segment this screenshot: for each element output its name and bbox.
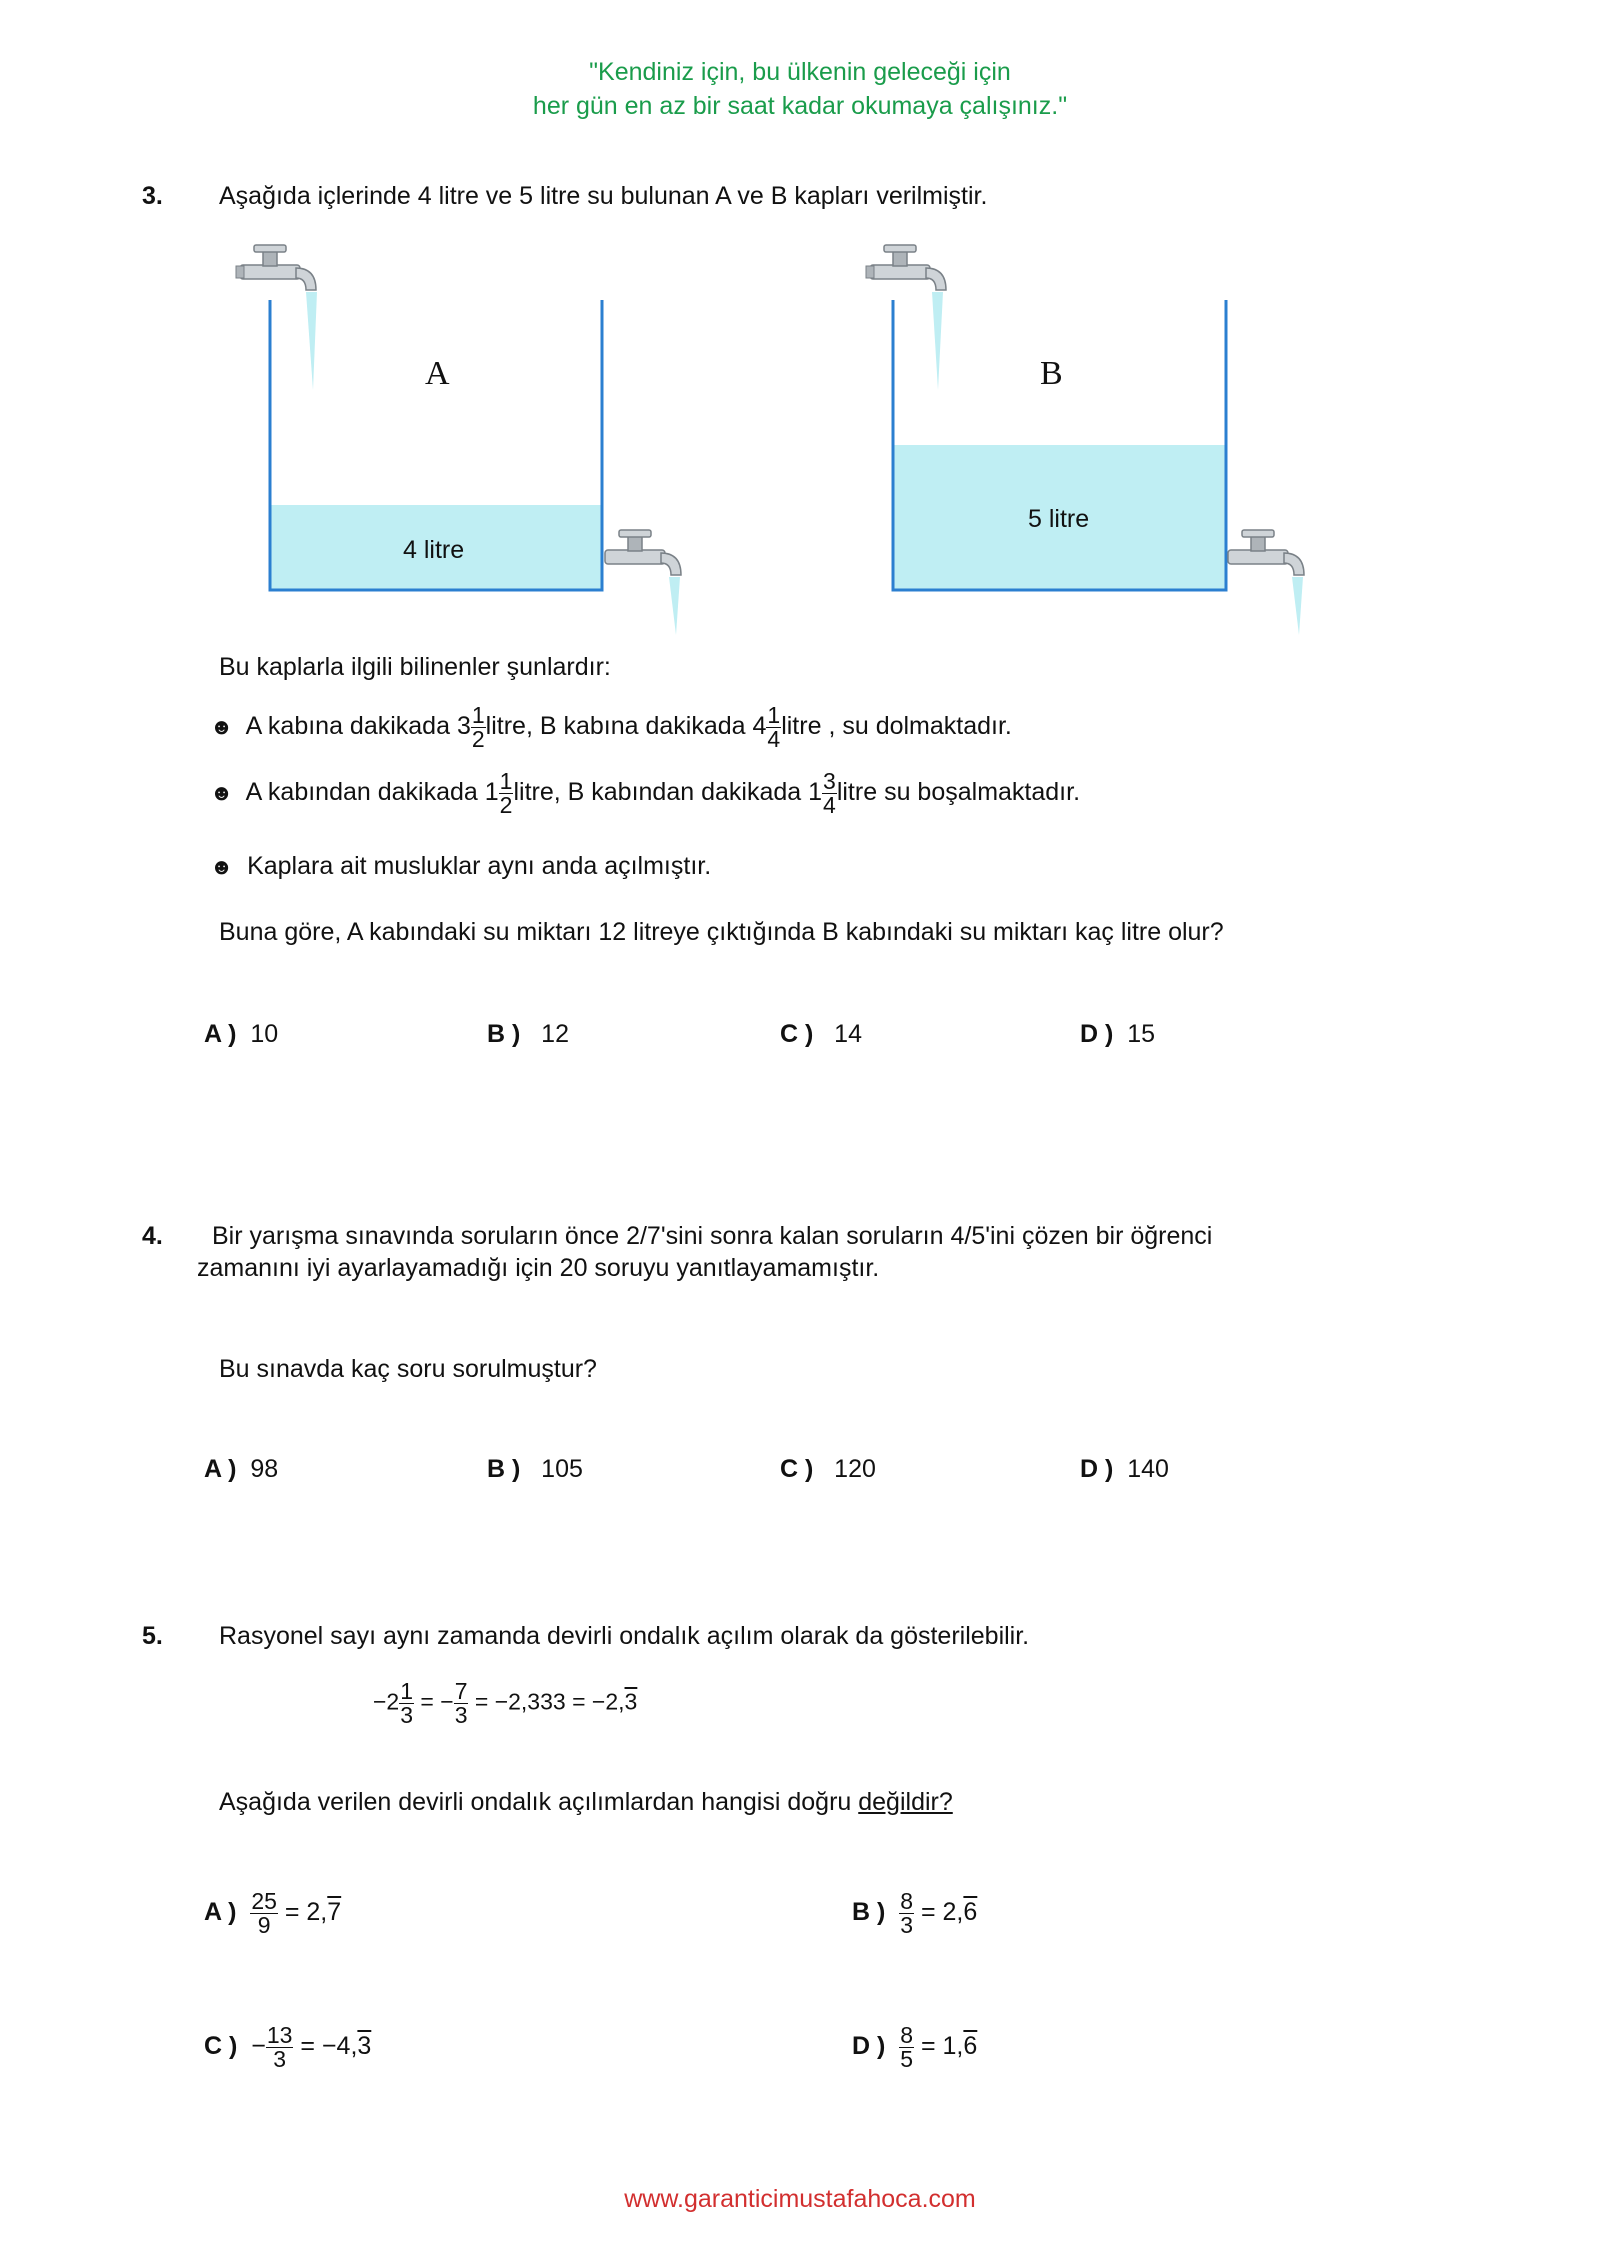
q3-option-b[interactable]: B ) 12: [487, 1020, 569, 1048]
q4-option-c[interactable]: C ) 120: [780, 1455, 876, 1483]
q5-option-c[interactable]: C ) − $\frac{13}{3}$ = −4,3: [204, 2022, 372, 2072]
q3-number: 3.: [142, 182, 163, 210]
q5-option-a[interactable]: A ) $\frac{25}{9}$ = 2,7: [204, 1888, 342, 1938]
fraction: $\frac{1}{4}$: [767, 702, 781, 752]
fraction: $\frac{7}{3}$: [454, 1678, 468, 1728]
fraction: $\frac{3}{4}$: [823, 768, 836, 818]
q5-question-emphasis: değildir?: [858, 1788, 953, 1816]
q4-question: Bu sınavda kaç soru sorulmuştur?: [219, 1355, 597, 1383]
bullet-icon: ☻: [210, 780, 234, 806]
tank-b-water-label: 5 litre: [1028, 505, 1090, 533]
faucet-top-a-icon: [236, 245, 317, 390]
q3-option-c[interactable]: C ) 14: [780, 1020, 862, 1048]
q3-bullet-2: ☻ A kabından dakikada 1 $\frac{1}{2}$ litre, B kabından dakikada 1 $\frac{3}{4}$ litre su boşalmaktadır.: [210, 768, 1081, 818]
fraction: $\frac{1}{3}$: [400, 1678, 414, 1728]
fraction: $\frac{25}{9}$: [251, 1888, 277, 1938]
q3-intro: Aşağıda içlerinde 4 litre ve 5 litre su bulunan A ve B kapları verilmiştir.: [219, 182, 988, 210]
q5-intro: Rasyonel sayı aynı zamanda devirli ondalık açılım olarak da gösterilebilir.: [219, 1622, 1030, 1650]
tank-a-label: A: [425, 355, 450, 392]
tank-b: [893, 300, 1226, 590]
fraction: $\frac{13}{3}$: [266, 2022, 293, 2072]
q3-option-a[interactable]: A ) 10: [204, 1020, 279, 1048]
q3-question: Buna göre, A kabındaki su miktarı 12 litreye çıktığında B kabındaki su miktarı kaç litre olur?: [219, 918, 1224, 946]
fraction: $\frac{8}{5}$: [900, 2022, 914, 2072]
bullet-icon: ☻: [210, 714, 234, 740]
q3-option-d[interactable]: D ) 15: [1080, 1020, 1156, 1048]
faucet-top-b-icon: [866, 245, 946, 390]
q4-option-b[interactable]: B ) 105: [487, 1455, 583, 1483]
motto-line-1: "Kendiniz için, bu ülkenin geleceği için: [589, 58, 1011, 86]
q3-bullet-1: ☻ A kabına dakikada 3 $\frac{1}{2}$ litre, B kabına dakikada 4 $\frac{1}{4}$ litre , su dolmaktadır.: [210, 702, 1012, 752]
q5-option-b[interactable]: B ) $\frac{8}{3}$ = 2,6: [852, 1888, 978, 1938]
fraction: $\frac{1}{2}$: [499, 768, 513, 818]
q4-option-a[interactable]: A ) 98: [204, 1455, 279, 1483]
q3-known-intro: Bu kaplarla ilgili bilinenler şunlardır:: [219, 653, 611, 681]
q5-question: Aşağıda verilen devirli ondalık açılımlardan hangisi doğru değildir?: [219, 1788, 953, 1816]
fraction: $\frac{1}{2}$: [471, 702, 485, 752]
fraction: $\frac{8}{3}$: [900, 1888, 914, 1938]
tank-b-label: B: [1040, 355, 1063, 392]
q4-number: 4.: [142, 1222, 163, 1250]
tanks-figure: [0, 240, 1600, 640]
q5-example: −2 $\frac{1}{3}$ = − $\frac{7}{3}$ = −2,333 = −2,3: [373, 1678, 638, 1728]
faucet-bottom-a-icon: [605, 530, 681, 635]
bullet-icon: ☻: [210, 854, 234, 879]
q4-line-2: zamanını iyi ayarlayamadığı için 20 soruyu yanıtlayamamıştır.: [197, 1254, 880, 1282]
tank-a-water-label: 4 litre: [403, 536, 465, 564]
q5-option-d[interactable]: D ) $\frac{8}{5}$ = 1,6: [852, 2022, 978, 2072]
q5-number: 5.: [142, 1622, 163, 1650]
motto-line-2: her gün en az bir saat kadar okumaya çalışınız.": [532, 92, 1068, 120]
q3-bullet-3: ☻ Kaplara ait musluklar aynı anda açılmıştır.: [210, 852, 712, 880]
footer-url[interactable]: www.garanticimustafahoca.com: [624, 2185, 976, 2213]
q4-line-1: Bir yarışma sınavında soruların önce 2/7'sini sonra kalan soruların 4/5'ini çözen bir öğrenci: [212, 1222, 1213, 1250]
q4-option-d[interactable]: D ) 140: [1080, 1455, 1169, 1483]
faucet-bottom-b-icon: [1228, 530, 1304, 635]
